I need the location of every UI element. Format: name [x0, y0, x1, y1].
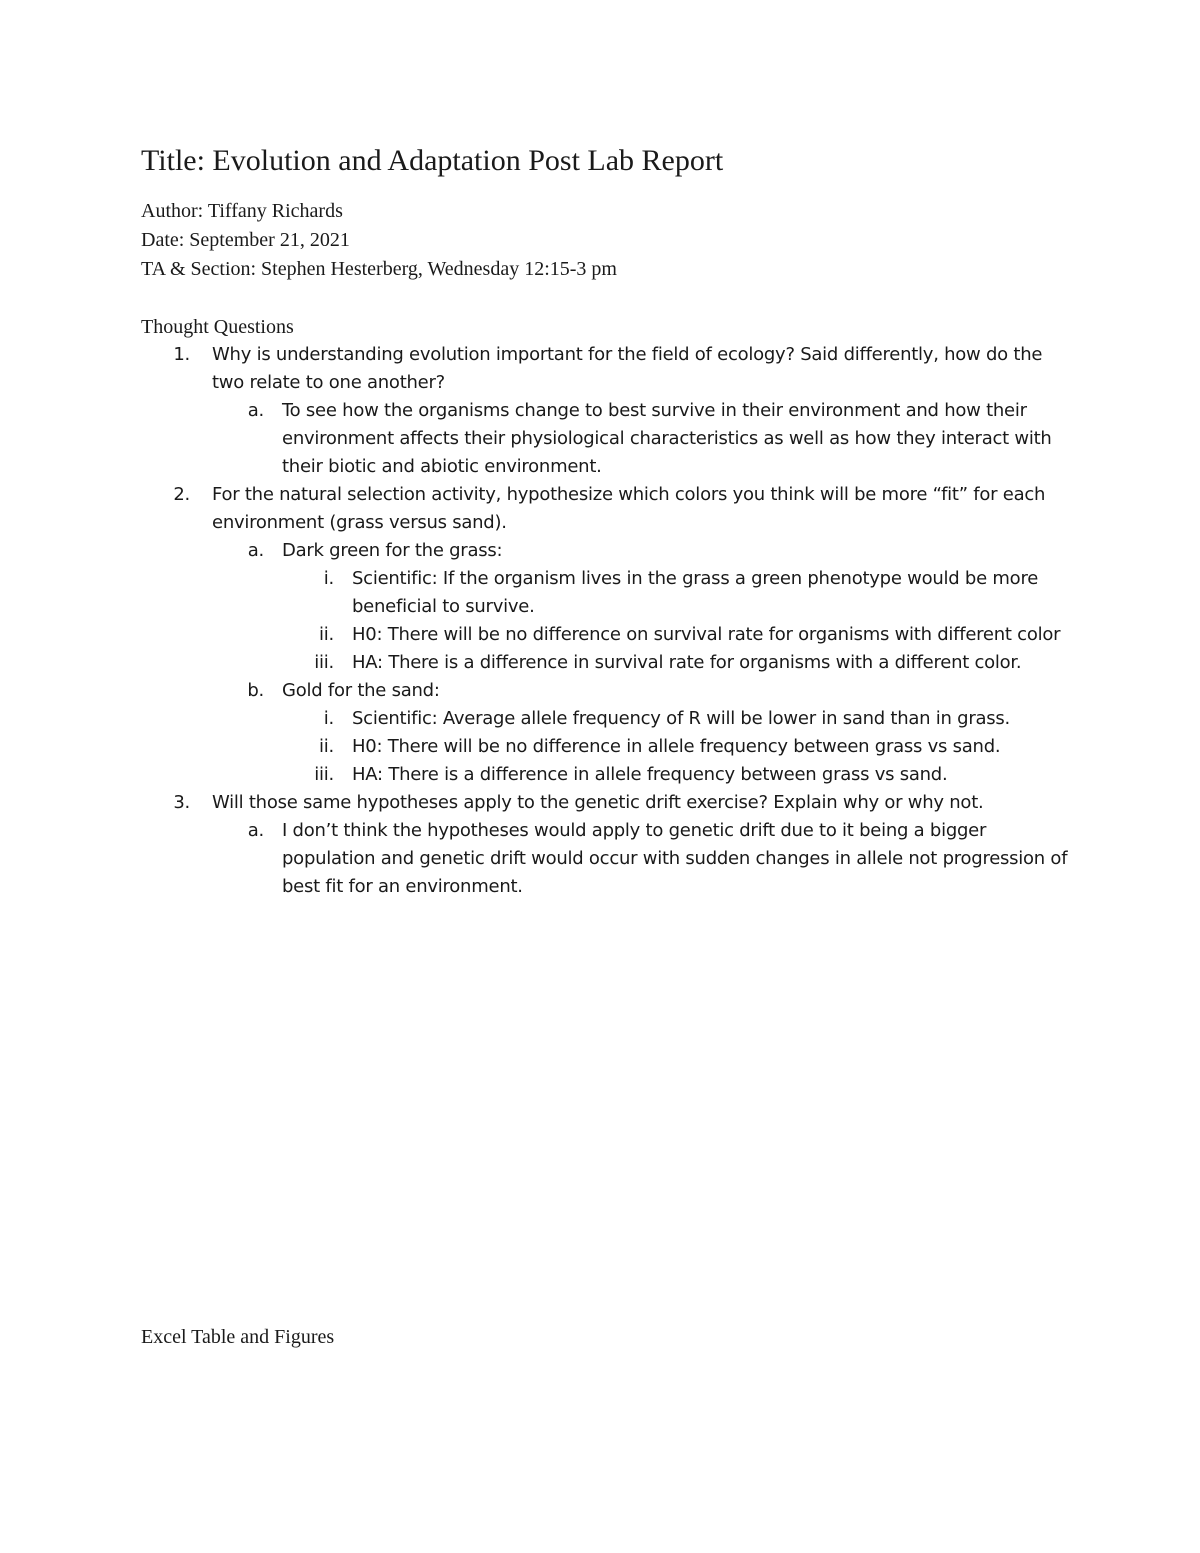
question-2-a-item-i-text: Scientific: If the organism lives in the grass a green phenotype would be more beneficial to survive. [352, 568, 1039, 617]
question-3-number: 3. [173, 792, 190, 813]
question-2-a-item-iii-marker: iii. [314, 652, 334, 673]
question-2-a-item-ii [0, 621, 1200, 649]
question-2-a-item-iii [0, 649, 1200, 677]
thought-questions-heading: Thought Questions [141, 316, 294, 338]
question-2-b-item-iii-text: HA: There is a difference in allele frequency between grass vs sand. [352, 764, 948, 785]
question-2-text: For the natural selection activity, hypothesize which colors you think will be more “fit” for each environment (grass versus sand). [212, 484, 1046, 533]
question-3-answer-a-marker: a. [247, 820, 264, 841]
question-1-answer-a-marker: a. [247, 400, 264, 421]
question-3 [0, 789, 1200, 817]
question-2-number: 2. [173, 484, 190, 505]
question-1-number: 1. [173, 344, 190, 365]
question-2-a-item-ii-marker: ii. [319, 624, 334, 645]
question-2-answer-b [0, 677, 1200, 705]
question-2 [0, 481, 1200, 537]
date-line: Date: September 21, 2021 [141, 229, 350, 251]
question-3-answer-a [0, 817, 1200, 901]
question-2-a-item-iii-text: HA: There is a difference in survival rate for organisms with a different color. [352, 652, 1022, 673]
question-2-b-item-ii-marker: ii. [319, 736, 334, 757]
question-2-answer-b-text: Gold for the sand: [282, 680, 440, 701]
question-2-b-item-iii [0, 761, 1200, 789]
question-2-b-item-i-text: Scientific: Average allele frequency of R will be lower in sand than in grass. [352, 708, 1011, 729]
question-2-b-item-i-marker: i. [323, 708, 334, 729]
question-2-b-item-i [0, 705, 1200, 733]
ta-section-line: TA & Section: Stephen Hesterberg, Wednesday 12:15-3 pm [141, 258, 617, 280]
question-1-text: Why is understanding evolution important for the field of ecology? Said differently, how do the two relate to one another? [212, 344, 1043, 393]
question-2-answer-a-marker: a. [247, 540, 264, 561]
question-1 [0, 341, 1200, 397]
question-1-answer-a-text: To see how the organisms change to best survive in their environment and how their environment affects their physiological characteristics as well as how they interact with their biotic and abiotic environment. [282, 400, 1052, 477]
question-1-answer-a [0, 397, 1200, 481]
question-2-a-item-ii-text: H0: There will be no difference on survival rate for organisms with different color [352, 624, 1061, 645]
question-2-a-item-i-marker: i. [323, 568, 334, 589]
question-2-answer-b-marker: b. [247, 680, 264, 701]
question-3-answer-a-text: I don’t think the hypotheses would apply to genetic drift due to it being a bigger population and genetic drift would occur with sudden changes in allele not progression of best fit for an environment. [282, 820, 1068, 897]
thought-questions-list [0, 341, 1200, 901]
question-2-b-item-ii [0, 733, 1200, 761]
question-2-b-item-iii-marker: iii. [314, 764, 334, 785]
question-2-answer-a-text: Dark green for the grass: [282, 540, 503, 561]
question-2-answer-a [0, 537, 1200, 565]
question-2-a-item-i [0, 565, 1200, 621]
document-title: Title: Evolution and Adaptation Post Lab Report [141, 144, 724, 177]
excel-table-figures-heading: Excel Table and Figures [141, 1326, 335, 1348]
question-2-b-item-ii-text: H0: There will be no difference in allele frequency between grass vs sand. [352, 736, 1001, 757]
author-line: Author: Tiffany Richards [141, 200, 343, 222]
question-3-text: Will those same hypotheses apply to the genetic drift exercise? Explain why or why not. [212, 792, 984, 813]
